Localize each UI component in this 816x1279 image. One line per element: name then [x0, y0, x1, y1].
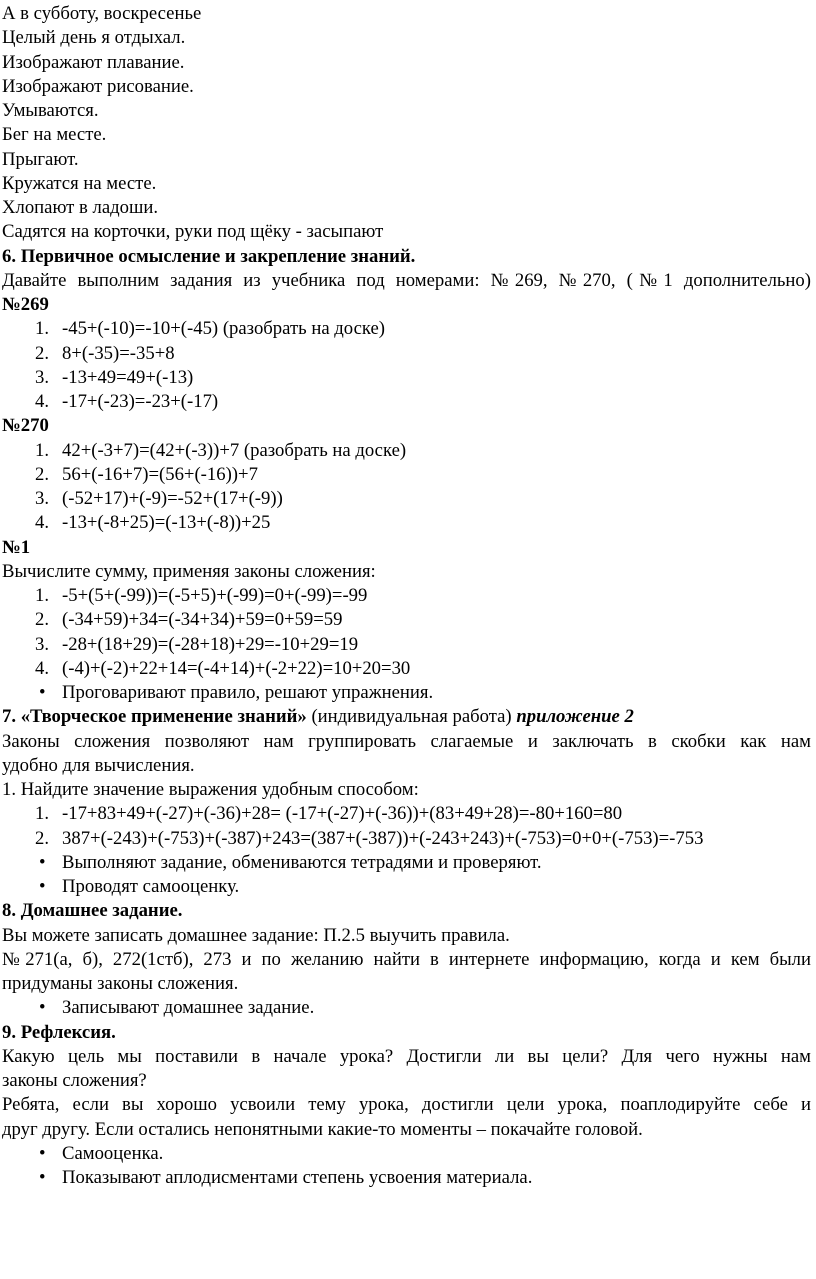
- section8-homework-intro: Вы можете записать домашнее задание: П.2.5 выучить правила.: [2, 924, 510, 946]
- section7-bullet: • Выполняют задание, обмениваются тетрадями и проверяют.: [2, 851, 811, 875]
- exercise-270-label: №270: [2, 415, 49, 437]
- section8-homework-line: придуманы законы сложения.: [2, 973, 239, 994]
- exercise-269-item: -17+(-23)=-23+(-17): [62, 391, 219, 412]
- physmin-line-7: Прыгают.: [2, 148, 79, 170]
- exercise-269-item: -45+(-10)=-10+(-45) (разобрать на доске): [62, 318, 386, 340]
- section7-heading-title: 7. «Творческое применение знаний»: [2, 706, 307, 728]
- exercise-1-label: №1: [2, 536, 31, 558]
- exercise-1-item: -5+(5+(-99))=(-5+5)+(-99)=0+(-99)=-99: [62, 585, 368, 606]
- exercise-269-item: -13+49=49+(-13): [62, 366, 194, 388]
- section7-heading-appendix: приложение 2: [516, 706, 634, 728]
- section9-question-line: законы сложения?: [2, 1070, 147, 1091]
- section9-bullet: • Показывают аплодисментами степень усвоения материала.: [2, 1166, 811, 1190]
- exercise-270-item: 42+(-3+7)=(42+(-3))+7 (разобрать на доске): [62, 439, 407, 461]
- section8-heading: 8. Домашнее задание.: [2, 900, 183, 922]
- section6-heading: 6. Первичное осмысление и закрепление знаний.: [2, 245, 416, 267]
- exercise-269-label: №269: [2, 294, 49, 315]
- section8-bullet: • Записывают домашнее задание.: [2, 996, 811, 1020]
- section9-bullet: • Самооценка.: [2, 1142, 811, 1166]
- section9-closing-line: друг другу. Если остались непонятными какие-то моменты – покачайте головой.: [2, 1118, 643, 1140]
- physmin-line-1: А в субботу, воскресенье: [2, 3, 202, 24]
- exercise-270-list: [2, 439, 811, 536]
- section7-task-item: -17+83+49+(-27)+(-36)+28= (-17+(-27)+(-36))+(83+49+28)=-80+160=80: [62, 803, 623, 825]
- section9-question-line: Какую цель мы поставили в начале урока? Достигли ли вы цели? Для чего нужны нам: [2, 1045, 811, 1067]
- section7-task-list: [2, 802, 811, 851]
- physmin-line-5: Умываются.: [2, 100, 99, 121]
- physmin-line-6: Бег на месте.: [2, 124, 107, 146]
- section7-heading-note: (индивидуальная работа): [311, 706, 512, 728]
- section6-intro: Давайте выполним задания из учебника под номерами: №269, №270, (№1 дополнительно): [2, 269, 811, 291]
- section7-task-intro: 1. Найдите значение выражения удобным способом:: [2, 779, 419, 800]
- physmin-line-3: Изображают плавание.: [2, 51, 185, 73]
- exercise-270-item: (-52+17)+(-9)=-52+(17+(-9)): [62, 488, 283, 509]
- section9-closing-line: Ребята, если вы хорошо усвоили тему урока, достигли цели урока, поаплодируйте себе и: [2, 1094, 811, 1116]
- section7-paragraph-line: Законы сложения позволяют нам группировать слагаемые и заключать в скобки как нам: [2, 730, 811, 752]
- exercise-1-subtitle: Вычислите сумму, применяя законы сложения:: [2, 560, 376, 582]
- section8-homework-line: №271(а, б), 272(1стб), 273 и по желанию найти в интернете информацию, когда и кем были: [2, 948, 811, 970]
- physmin-line-9: Хлопают в ладоши.: [2, 197, 159, 218]
- physmin-line-10: Садятся на корточки, руки под щёку - засыпают: [2, 221, 384, 243]
- exercise-1-item: (-34+59)+34=(-34+34)+59=0+59=59: [62, 609, 343, 631]
- section7-bullet: • Проводят самооценку.: [2, 875, 811, 899]
- physmin-line-2: Целый день я отдыхал.: [2, 27, 186, 49]
- exercise-269-list: [2, 317, 811, 414]
- exercise-1-list: [2, 584, 811, 681]
- physmin-line-4: Изображают рисование.: [2, 75, 194, 97]
- exercise-269-item: 8+(-35)=-35+8: [62, 342, 175, 364]
- exercise-1-item: -28+(18+29)=(-28+18)+29=-10+29=19: [62, 633, 359, 655]
- section7-heading: [2, 705, 811, 729]
- physmin-line-8: Кружатся на месте.: [2, 172, 157, 194]
- exercise-270-item: -13+(-8+25)=(-13+(-8))+25: [62, 512, 271, 534]
- section7-task-item: 387+(-243)+(-753)+(-387)+243=(387+(-387))+(-243+243)+(-753)=0+0+(-753)=-753: [62, 827, 704, 849]
- section9-heading: 9. Рефлексия.: [2, 1021, 116, 1043]
- exercise-270-item: 56+(-16+7)=(56+(-16))+7: [62, 463, 258, 485]
- section6-bullet: • Проговаривают правило, решают упражнения.: [2, 681, 811, 705]
- section7-paragraph-line: удобно для вычисления.: [2, 754, 195, 776]
- exercise-1-item: (-4)+(-2)+22+14=(-4+14)+(-2+22)=10+20=30: [62, 657, 411, 679]
